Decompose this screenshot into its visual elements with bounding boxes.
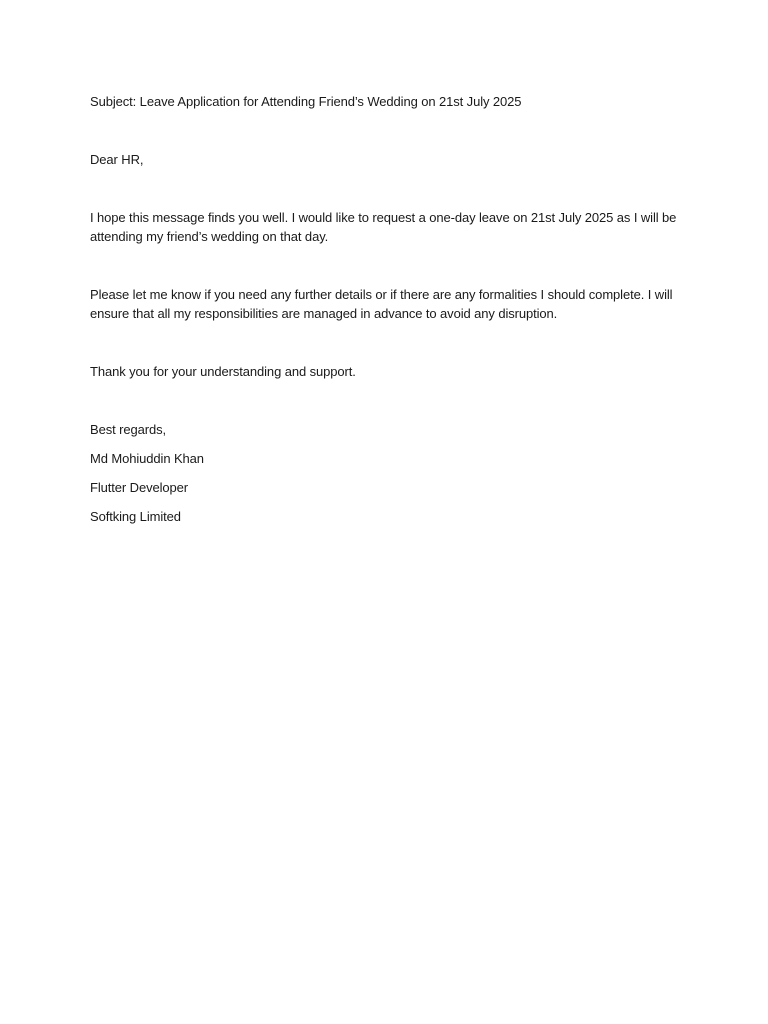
signature-company: Softking Limited bbox=[90, 509, 181, 524]
letter-greeting: Dear HR, bbox=[90, 152, 144, 167]
letter-paragraph-2: Please let me know if you need any further details or if there are any formalities I should complete. I will ensure that all my responsibilities are managed in advance to avoid any disruption. bbox=[90, 287, 673, 321]
letter-closing: Best regards, bbox=[90, 422, 167, 437]
letter-paragraph-1: I hope this message finds you well. I would like to request a one-day leave on 21st July 2025 as I will be attending my friend’s wedding on that day. bbox=[90, 210, 677, 244]
signature-name: Md Mohiuddin Khan bbox=[90, 451, 204, 466]
signature-title: Flutter Developer bbox=[90, 480, 189, 495]
letter-subject: Subject: Leave Application for Attending Friend’s Wedding on 21st July 2025 bbox=[90, 94, 522, 109]
letter-body bbox=[90, 92, 690, 536]
letter-thanks: Thank you for your understanding and support. bbox=[90, 364, 356, 379]
